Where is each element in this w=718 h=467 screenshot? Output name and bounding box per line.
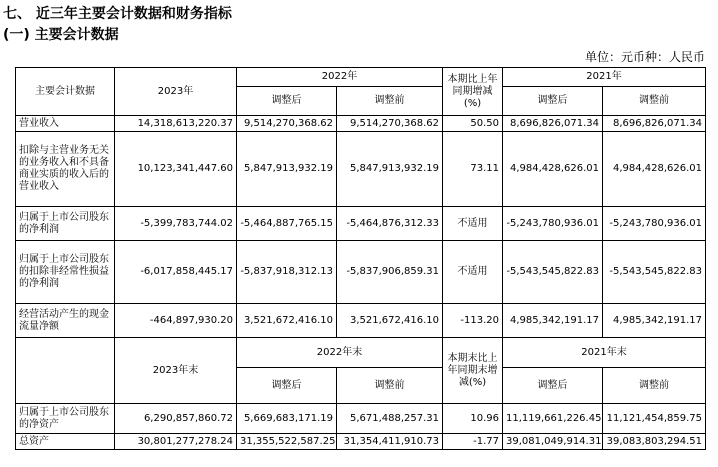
currency-unit-note: 单位：元币种：人民币 xyxy=(584,50,705,64)
row-label: 归属于上市公司股东的净资产 xyxy=(16,404,115,434)
value-2021-adjusted-after: 8,696,826,071.34 xyxy=(503,116,603,132)
table-row xyxy=(16,116,706,132)
header2-2022: 2022年末 xyxy=(237,338,443,368)
value-2021-adjusted-before: 4,985,342,191.17 xyxy=(603,304,706,338)
value-2021-adjusted-before: 11,121,454,859.75 xyxy=(603,404,706,434)
value-2022-adjusted-before: -5,837,906,859.31 xyxy=(337,241,443,304)
value-change: -113.20 xyxy=(443,304,503,338)
value-2022-adjusted-before: 31,354,411,910.73 xyxy=(337,434,443,450)
value-2023: 30,801,277,278.24 xyxy=(115,434,237,450)
value-2023: 6,290,857,860.72 xyxy=(115,404,237,434)
header2-2021-adjusted-before: 调整前 xyxy=(603,368,706,404)
value-2023: 14,318,613,220.37 xyxy=(115,116,237,132)
header2-2022-adjusted-before: 调整前 xyxy=(337,368,443,404)
value-2023: -464,897,930.20 xyxy=(115,304,237,338)
row-label: 归属于上市公司股东的净利润 xyxy=(16,207,115,241)
row-label: 归属于上市公司股东的扣除非经常性损益的净利润 xyxy=(16,241,115,304)
header-change: 本期比上年同期增减(%) xyxy=(443,68,503,116)
table-row xyxy=(16,304,706,338)
value-2022-adjusted-before: 5,671,488,257.31 xyxy=(337,404,443,434)
header-2022-adjusted-after: 调整后 xyxy=(237,87,337,116)
value-2021-adjusted-after: 11,119,661,226.45 xyxy=(503,404,603,434)
value-2022-adjusted-after: 5,847,913,932.19 xyxy=(237,132,337,207)
value-2021-adjusted-after: -5,243,780,936.01 xyxy=(503,207,603,241)
value-2021-adjusted-after: 4,984,428,626.01 xyxy=(503,132,603,207)
table-row xyxy=(16,132,706,207)
header2-item-blank xyxy=(16,338,115,404)
value-change: 10.96 xyxy=(443,404,503,434)
value-2021-adjusted-after: 4,985,342,191.17 xyxy=(503,304,603,338)
value-2022-adjusted-before: -5,464,876,312.33 xyxy=(337,207,443,241)
value-2022-adjusted-before: 3,521,672,416.10 xyxy=(337,304,443,338)
value-2022-adjusted-after: 5,669,683,171.19 xyxy=(237,404,337,434)
table-row xyxy=(16,404,706,434)
value-2022-adjusted-after: 3,521,672,416.10 xyxy=(237,304,337,338)
value-change: 73.11 xyxy=(443,132,503,207)
header-2023: 2023年 xyxy=(115,68,237,116)
row-label: 营业收入 xyxy=(16,116,115,132)
table-row xyxy=(16,434,706,450)
accounting-data-table xyxy=(15,67,706,450)
value-change: 不适用 xyxy=(443,241,503,304)
header-2021: 2021年 xyxy=(503,68,706,87)
header-2022: 2022年 xyxy=(237,68,443,87)
table-row xyxy=(16,207,706,241)
header-2022-adjusted-before: 调整前 xyxy=(337,87,443,116)
subsection-heading: (一) 主要会计数据 xyxy=(3,27,119,43)
value-change: -1.77 xyxy=(443,434,503,450)
header-item: 主要会计数据 xyxy=(16,68,115,116)
section-heading: 七、 近三年主要会计数据和财务指标 xyxy=(3,6,232,22)
value-change: 不适用 xyxy=(443,207,503,241)
value-2022-adjusted-after: -5,464,887,765.15 xyxy=(237,207,337,241)
header2-2023: 2023年末 xyxy=(115,338,237,404)
table-row xyxy=(16,241,706,304)
header2-2021-adjusted-after: 调整后 xyxy=(503,368,603,404)
header2-2021: 2021年末 xyxy=(503,338,706,368)
value-2021-adjusted-after: -5,543,545,822.83 xyxy=(503,241,603,304)
value-2021-adjusted-before: 4,984,428,626.01 xyxy=(603,132,706,207)
value-2021-adjusted-before: 39,083,803,294.51 xyxy=(603,434,706,450)
header-2021-adjusted-before: 调整前 xyxy=(603,87,706,116)
row-label: 经营活动产生的现金流量净额 xyxy=(16,304,115,338)
value-2023: 10,123,341,447.60 xyxy=(115,132,237,207)
value-2021-adjusted-before: -5,543,545,822.83 xyxy=(603,241,706,304)
value-2021-adjusted-before: 8,696,826,071.34 xyxy=(603,116,706,132)
header2-2022-adjusted-after: 调整后 xyxy=(237,368,337,404)
value-2021-adjusted-after: 39,081,049,914.31 xyxy=(503,434,603,450)
value-2022-adjusted-after: 31,355,522,587.25 xyxy=(237,434,337,450)
value-2021-adjusted-before: -5,243,780,936.01 xyxy=(603,207,706,241)
value-2023: -6,017,858,445.17 xyxy=(115,241,237,304)
header-2021-adjusted-after: 调整后 xyxy=(503,87,603,116)
value-2022-adjusted-before: 5,847,913,932.19 xyxy=(337,132,443,207)
value-2022-adjusted-before: 9,514,270,368.62 xyxy=(337,116,443,132)
value-change: 50.50 xyxy=(443,116,503,132)
value-2023: -5,399,783,744.02 xyxy=(115,207,237,241)
header2-change: 本期末比上年同期末增减(%) xyxy=(443,338,503,404)
row-label: 扣除与主营业务无关的业务收入和不具备商业实质的收入后的营业收入 xyxy=(16,132,115,207)
row-label: 总资产 xyxy=(16,434,115,450)
value-2022-adjusted-after: -5,837,918,312.13 xyxy=(237,241,337,304)
value-2022-adjusted-after: 9,514,270,368.62 xyxy=(237,116,337,132)
